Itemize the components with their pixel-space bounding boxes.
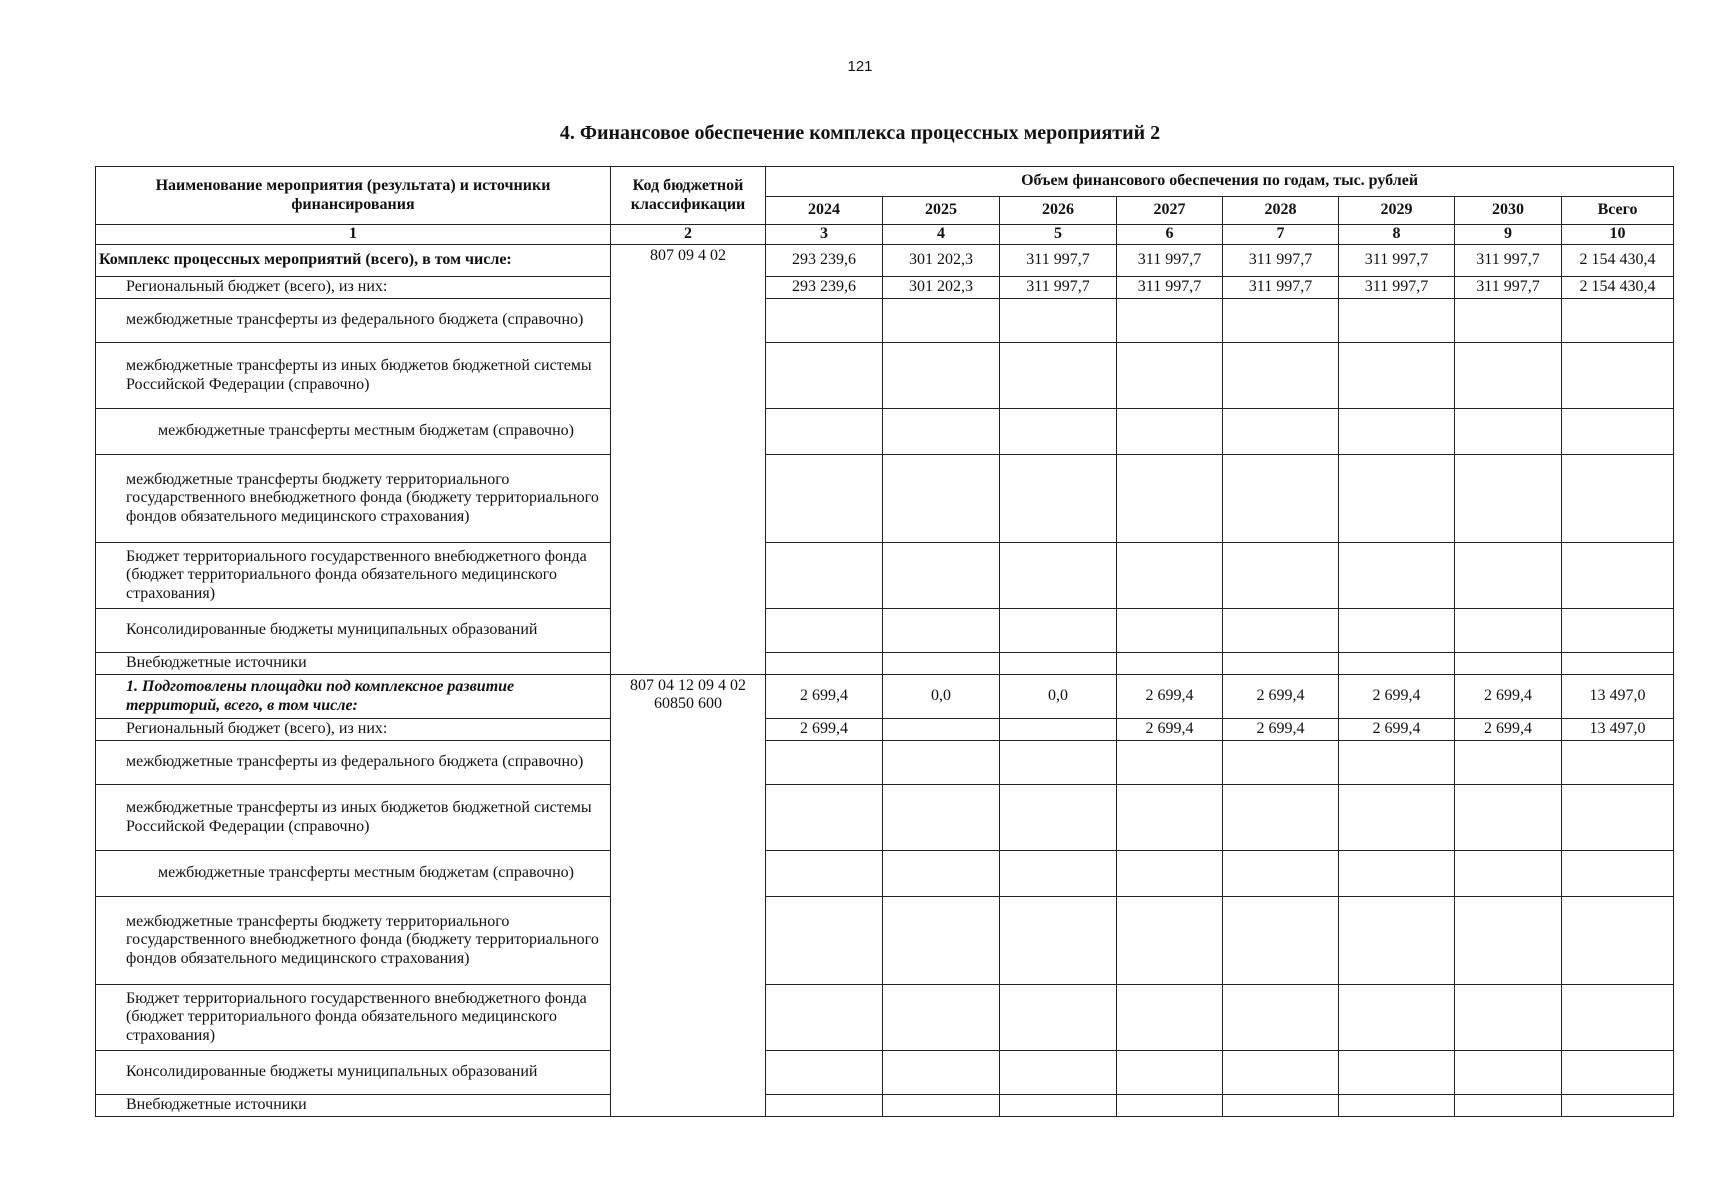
- value-cell: [1455, 455, 1562, 543]
- value-cell: [1562, 785, 1674, 851]
- value-cell: [883, 409, 1000, 455]
- row-name: межбюджетные трансферты бюджету территориального государственного внебюджетного фонда (бюджету территориального фондов обязательного медицинского страхования): [96, 455, 611, 543]
- value-cell: 2 699,4: [1455, 675, 1562, 719]
- value-cell: 2 699,4: [1339, 719, 1455, 741]
- value-cell: [1455, 785, 1562, 851]
- value-cell: [766, 1051, 883, 1095]
- value-cell: 311 997,7: [1455, 245, 1562, 277]
- value-cell: [1562, 609, 1674, 653]
- value-cell: [1117, 609, 1223, 653]
- row-name: межбюджетные трансферты из федерального бюджета (справочно): [96, 741, 611, 785]
- table-row: [96, 851, 1674, 897]
- value-cell: 0,0: [1000, 675, 1117, 719]
- value-cell: 311 997,7: [1000, 277, 1117, 299]
- row-name: межбюджетные трансферты местным бюджетам (справочно): [96, 851, 611, 897]
- value-cell: [1455, 897, 1562, 985]
- value-cell: [1455, 409, 1562, 455]
- value-cell: [766, 851, 883, 897]
- value-cell: [1562, 897, 1674, 985]
- value-cell: [1223, 543, 1339, 609]
- table-row: [96, 245, 1674, 277]
- header-year: 2027: [1117, 197, 1223, 225]
- document-title: 4. Финансовое обеспечение комплекса процессных мероприятий 2: [559, 122, 1161, 144]
- table-row: [96, 985, 1674, 1051]
- index-cell: 3: [766, 225, 883, 245]
- value-cell: [1117, 785, 1223, 851]
- value-cell: [1000, 897, 1117, 985]
- value-cell: 13 497,0: [1562, 719, 1674, 741]
- header-year: 2029: [1339, 197, 1455, 225]
- value-cell: [1562, 1051, 1674, 1095]
- header-name-col: Наименование мероприятия (результата) и источники финансирования: [96, 167, 611, 225]
- value-cell: [1339, 985, 1455, 1051]
- value-cell: [1117, 985, 1223, 1051]
- value-cell: 311 997,7: [1117, 245, 1223, 277]
- value-cell: [1000, 653, 1117, 675]
- value-cell: [1000, 985, 1117, 1051]
- value-cell: [1562, 299, 1674, 343]
- value-cell: [1562, 851, 1674, 897]
- value-cell: [883, 741, 1000, 785]
- row-name: Внебюджетные источники: [96, 1095, 611, 1117]
- row-name: межбюджетные трансферты из федерального бюджета (справочно): [96, 299, 611, 343]
- value-cell: [1117, 343, 1223, 409]
- index-cell: 2: [611, 225, 766, 245]
- value-cell: [883, 455, 1000, 543]
- value-cell: [1339, 851, 1455, 897]
- value-cell: [883, 609, 1000, 653]
- value-cell: [766, 741, 883, 785]
- value-cell: [1562, 409, 1674, 455]
- value-cell: [1000, 609, 1117, 653]
- value-cell: [1562, 343, 1674, 409]
- index-cell: 10: [1562, 225, 1674, 245]
- value-cell: [766, 1095, 883, 1117]
- value-cell: [1223, 343, 1339, 409]
- value-cell: [1223, 299, 1339, 343]
- value-cell: [883, 653, 1000, 675]
- value-cell: [1455, 299, 1562, 343]
- table-row: [96, 741, 1674, 785]
- row-name: Комплекс процессных мероприятий (всего), в том числе:: [96, 245, 611, 277]
- value-cell: 2 154 430,4: [1562, 245, 1674, 277]
- value-cell: [1339, 653, 1455, 675]
- table-row: [96, 1051, 1674, 1095]
- value-cell: 311 997,7: [1223, 277, 1339, 299]
- value-cell: [1117, 851, 1223, 897]
- header-volume-group: Объем финансового обеспечения по годам, тыс. рублей: [766, 167, 1674, 197]
- value-cell: [1117, 1095, 1223, 1117]
- value-cell: [1562, 543, 1674, 609]
- value-cell: 2 699,4: [1223, 719, 1339, 741]
- value-cell: [766, 653, 883, 675]
- value-cell: [1223, 851, 1339, 897]
- header-year: 2030: [1455, 197, 1562, 225]
- value-cell: 311 997,7: [1223, 245, 1339, 277]
- table-row: [96, 1095, 1674, 1117]
- value-cell: [1223, 741, 1339, 785]
- table-row: [96, 277, 1674, 299]
- value-cell: [1455, 985, 1562, 1051]
- row-name: 1. Подготовлены площадки под комплексное развитие территорий, всего, в том числе:: [96, 675, 611, 719]
- budget-code: 807 09 4 02: [611, 245, 766, 675]
- value-cell: 2 699,4: [1223, 675, 1339, 719]
- row-name: межбюджетные трансферты из иных бюджетов бюджетной системы Российской Федерации (справочно): [96, 785, 611, 851]
- value-cell: [766, 897, 883, 985]
- value-cell: [1000, 1095, 1117, 1117]
- value-cell: 311 997,7: [1339, 245, 1455, 277]
- value-cell: [1000, 785, 1117, 851]
- value-cell: [883, 719, 1000, 741]
- value-cell: 301 202,3: [883, 245, 1000, 277]
- value-cell: [1455, 1095, 1562, 1117]
- table-row: [96, 543, 1674, 609]
- value-cell: 293 239,6: [766, 277, 883, 299]
- value-cell: [1455, 1051, 1562, 1095]
- header-year: 2026: [1000, 197, 1117, 225]
- value-cell: [1339, 741, 1455, 785]
- table-row: [96, 653, 1674, 675]
- value-cell: [766, 543, 883, 609]
- value-cell: [1117, 653, 1223, 675]
- value-cell: [1223, 985, 1339, 1051]
- table-row: [96, 609, 1674, 653]
- value-cell: [1562, 741, 1674, 785]
- value-cell: [883, 985, 1000, 1051]
- value-cell: [1117, 455, 1223, 543]
- value-cell: 2 699,4: [766, 675, 883, 719]
- index-cell: 7: [1223, 225, 1339, 245]
- index-cell: 1: [96, 225, 611, 245]
- value-cell: 311 997,7: [1117, 277, 1223, 299]
- financing-table: [95, 166, 1674, 1117]
- table-row: [96, 343, 1674, 409]
- row-name: межбюджетные трансферты из иных бюджетов бюджетной системы Российской Федерации (справочно): [96, 343, 611, 409]
- header-total: Всего: [1562, 197, 1674, 225]
- value-cell: [883, 543, 1000, 609]
- index-cell: 5: [1000, 225, 1117, 245]
- value-cell: [1223, 897, 1339, 985]
- row-name: Бюджет территориального государственного внебюджетного фонда (бюджет территориального фонда обязательного медицинского страхования): [96, 985, 611, 1051]
- table-row: [96, 455, 1674, 543]
- value-cell: 2 699,4: [1455, 719, 1562, 741]
- value-cell: [1562, 985, 1674, 1051]
- row-name: Региональный бюджет (всего), из них:: [96, 719, 611, 741]
- table-row: [96, 897, 1674, 985]
- value-cell: [883, 1051, 1000, 1095]
- value-cell: [1339, 897, 1455, 985]
- table-row: [96, 409, 1674, 455]
- value-cell: [1117, 299, 1223, 343]
- table-row: [96, 719, 1674, 741]
- value-cell: 293 239,6: [766, 245, 883, 277]
- header-year: 2024: [766, 197, 883, 225]
- index-cell: 8: [1339, 225, 1455, 245]
- value-cell: [1000, 851, 1117, 897]
- value-cell: [883, 785, 1000, 851]
- value-cell: [1339, 299, 1455, 343]
- value-cell: [1117, 897, 1223, 985]
- row-name: Консолидированные бюджеты муниципальных образований: [96, 609, 611, 653]
- index-cell: 4: [883, 225, 1000, 245]
- value-cell: [766, 409, 883, 455]
- row-name: Внебюджетные источники: [96, 653, 611, 675]
- table-row: [96, 675, 1674, 719]
- row-name: Консолидированные бюджеты муниципальных образований: [96, 1051, 611, 1095]
- value-cell: 2 699,4: [1117, 675, 1223, 719]
- value-cell: [1000, 455, 1117, 543]
- value-cell: [1117, 543, 1223, 609]
- value-cell: [1339, 1095, 1455, 1117]
- value-cell: [1455, 609, 1562, 653]
- value-cell: 2 699,4: [1117, 719, 1223, 741]
- value-cell: [1223, 409, 1339, 455]
- index-cell: 9: [1455, 225, 1562, 245]
- value-cell: 2 699,4: [766, 719, 883, 741]
- value-cell: [1000, 1051, 1117, 1095]
- value-cell: [1223, 785, 1339, 851]
- value-cell: [883, 1095, 1000, 1117]
- value-cell: [766, 455, 883, 543]
- value-cell: [1000, 543, 1117, 609]
- value-cell: [766, 785, 883, 851]
- value-cell: [1117, 409, 1223, 455]
- value-cell: [1000, 741, 1117, 785]
- value-cell: [1339, 543, 1455, 609]
- value-cell: 2 154 430,4: [1562, 277, 1674, 299]
- value-cell: [766, 985, 883, 1051]
- value-cell: [1000, 343, 1117, 409]
- value-cell: [1000, 299, 1117, 343]
- value-cell: [1223, 1051, 1339, 1095]
- budget-code: 807 04 12 09 4 02 60850 600: [611, 675, 766, 1117]
- value-cell: [883, 851, 1000, 897]
- value-cell: 2 699,4: [1339, 675, 1455, 719]
- table-row: [96, 785, 1674, 851]
- value-cell: [1223, 1095, 1339, 1117]
- value-cell: [1117, 1051, 1223, 1095]
- value-cell: 311 997,7: [1339, 277, 1455, 299]
- value-cell: [1339, 785, 1455, 851]
- header-code-col: Код бюджетной классификации: [611, 167, 766, 225]
- value-cell: 13 497,0: [1562, 675, 1674, 719]
- value-cell: [1455, 343, 1562, 409]
- value-cell: 301 202,3: [883, 277, 1000, 299]
- value-cell: [1223, 455, 1339, 543]
- value-cell: [1339, 455, 1455, 543]
- value-cell: [1562, 455, 1674, 543]
- value-cell: [1000, 719, 1117, 741]
- row-name: межбюджетные трансферты местным бюджетам (справочно): [96, 409, 611, 455]
- table-row: [96, 299, 1674, 343]
- value-cell: [1455, 851, 1562, 897]
- value-cell: 0,0: [883, 675, 1000, 719]
- value-cell: [1562, 1095, 1674, 1117]
- value-cell: [1339, 1051, 1455, 1095]
- value-cell: [1117, 741, 1223, 785]
- value-cell: [1455, 741, 1562, 785]
- value-cell: [883, 299, 1000, 343]
- header-year: 2025: [883, 197, 1000, 225]
- value-cell: [766, 609, 883, 653]
- value-cell: [883, 897, 1000, 985]
- value-cell: [1223, 653, 1339, 675]
- value-cell: [1339, 409, 1455, 455]
- value-cell: [1000, 409, 1117, 455]
- row-name: Бюджет территориального государственного внебюджетного фонда (бюджет территориального фонда обязательного медицинского страхования): [96, 543, 611, 609]
- value-cell: [883, 343, 1000, 409]
- page-number: 121: [847, 58, 873, 75]
- value-cell: 311 997,7: [1000, 245, 1117, 277]
- header-year: 2028: [1223, 197, 1339, 225]
- value-cell: [1562, 653, 1674, 675]
- value-cell: [1455, 543, 1562, 609]
- row-name: межбюджетные трансферты бюджету территориального государственного внебюджетного фонда (бюджету территориального фондов обязательного медицинского страхования): [96, 897, 611, 985]
- value-cell: 311 997,7: [1455, 277, 1562, 299]
- index-cell: 6: [1117, 225, 1223, 245]
- value-cell: [766, 343, 883, 409]
- value-cell: [1223, 609, 1339, 653]
- value-cell: [766, 299, 883, 343]
- row-name: Региональный бюджет (всего), из них:: [96, 277, 611, 299]
- value-cell: [1339, 343, 1455, 409]
- value-cell: [1455, 653, 1562, 675]
- value-cell: [1339, 609, 1455, 653]
